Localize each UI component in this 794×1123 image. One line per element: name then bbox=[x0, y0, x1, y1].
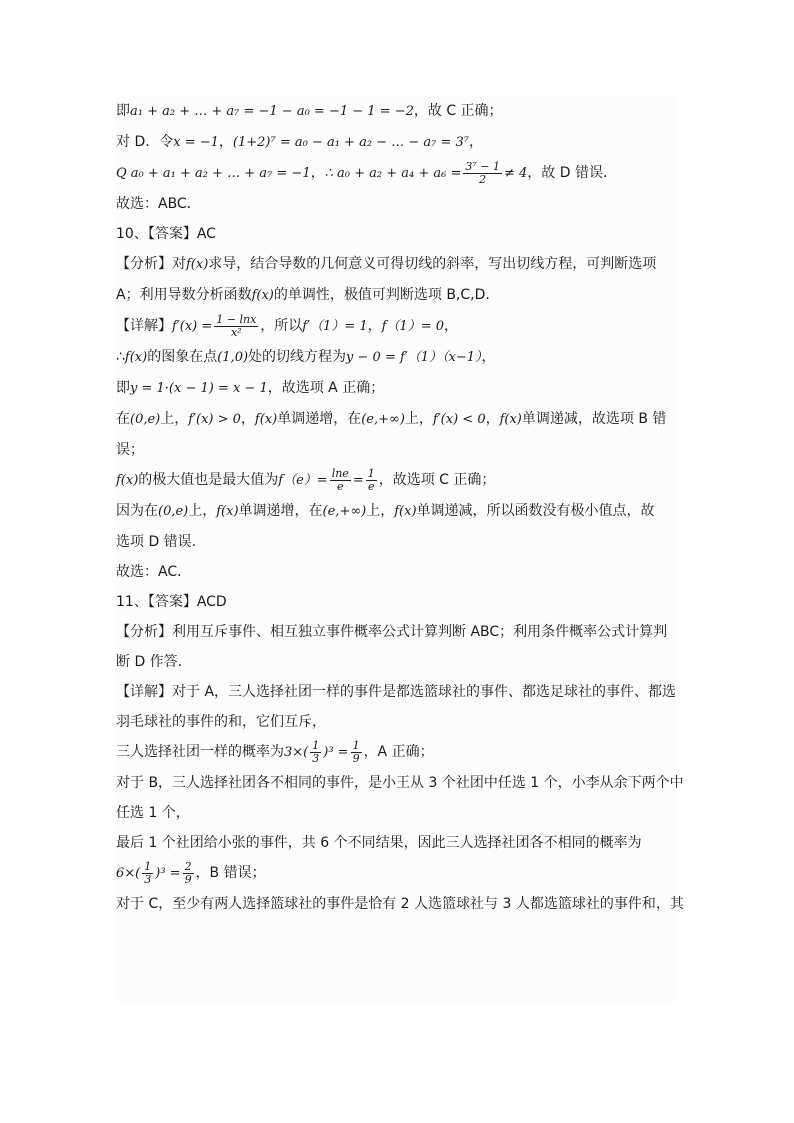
math-expression: f(x) bbox=[394, 504, 417, 519]
math-expression: f(x) bbox=[499, 412, 522, 427]
math-expression: f（e）= bbox=[278, 473, 328, 488]
math-expression: (0,e) bbox=[158, 504, 189, 519]
math-expression: f(x) bbox=[116, 473, 139, 488]
math-expression: f(x) bbox=[124, 350, 148, 365]
fraction bbox=[310, 740, 321, 765]
text: 单调递增，在 bbox=[238, 503, 323, 519]
detail-line: 【详解】对于 A，三人选择社团一样的事件是都选篮球社的事件、都选足球社的事件、都选 bbox=[116, 684, 677, 700]
math-expression: 3×( bbox=[284, 745, 309, 760]
math-expression: a₁ + a₂ + … + a₇ = −1 − a₀ = −1 − 1 = −2 bbox=[130, 104, 414, 119]
text: 上， bbox=[160, 411, 189, 427]
fraction bbox=[214, 314, 258, 339]
detail-line: 最后 1 个社团给小张的事件，共 6 个不同结果，因此三人选择社团各不相同的概率为 bbox=[116, 835, 642, 851]
fraction bbox=[463, 161, 502, 186]
text: A；利用导数分析函数 bbox=[116, 287, 252, 303]
text: 【详解】 bbox=[116, 318, 172, 334]
question-answer-heading: 11、【答案】ACD bbox=[116, 594, 227, 610]
math-expression: (e,+∞) bbox=[361, 412, 405, 427]
text: ， bbox=[218, 134, 233, 150]
fraction-numerator: 2 bbox=[184, 859, 192, 873]
analysis-line: 【分析】利用互斥事件、相互独立事件概率公式计算判断 ABC；利用条件概率公式计算判 bbox=[116, 624, 668, 640]
math-expression: (1+2)⁷ = a₀ − a₁ + a₂ − … − a₇ = 3⁷ bbox=[232, 135, 469, 150]
analysis-line bbox=[116, 280, 676, 311]
text: 的单调性，极值可判断选项 B,C,D． bbox=[273, 287, 500, 303]
text: 三人选择社团一样的概率为 bbox=[116, 744, 284, 760]
text: ， bbox=[468, 134, 483, 150]
detail-line bbox=[116, 311, 676, 342]
math-expression: (0,e) bbox=[130, 412, 161, 427]
detail-line bbox=[116, 858, 676, 889]
text: ，故 D 错误． bbox=[527, 165, 617, 181]
text: ， bbox=[485, 411, 500, 427]
fraction-numerator: lne bbox=[331, 466, 349, 480]
text: ， bbox=[310, 165, 325, 181]
text: 的极大值也是最大值为 bbox=[138, 472, 279, 488]
analysis-line bbox=[116, 249, 676, 280]
detail-line bbox=[116, 404, 676, 435]
detail-line bbox=[116, 496, 676, 527]
detail-line bbox=[116, 373, 676, 404]
math-expression: = bbox=[352, 473, 364, 488]
math-expression: (e,+∞) bbox=[322, 504, 367, 519]
detail-line: 羽毛球社的事件的和，它们互斥， bbox=[116, 714, 326, 730]
text: ， bbox=[367, 318, 382, 334]
text: 对 D．令 bbox=[116, 134, 174, 150]
detail-line bbox=[116, 342, 676, 373]
math-expression: f′(x) < 0 bbox=[432, 412, 486, 427]
detail-line: 选项 D 错误. bbox=[116, 534, 197, 550]
math-expression: f(x) bbox=[251, 288, 274, 303]
fraction bbox=[142, 861, 153, 886]
math-expression: f(x) bbox=[216, 504, 239, 519]
fraction-denominator: x² bbox=[230, 325, 242, 339]
answer-line: 故选：AC． bbox=[116, 564, 192, 580]
math-expression: ≠ 4 bbox=[503, 166, 528, 181]
fraction-denominator: 3 bbox=[312, 751, 320, 765]
text: ，B 错误； bbox=[195, 865, 266, 881]
fraction-numerator: 1 − lnx bbox=[216, 312, 257, 326]
detail-line bbox=[116, 465, 676, 496]
text: ，所以 bbox=[260, 318, 303, 334]
text: ，故 C 正确； bbox=[413, 103, 503, 119]
detail-line: 对于 C，至少有两人选择篮球社的事件是恰有 2 人选篮球社与 3 人都选篮球社的事件和，其 bbox=[116, 896, 684, 912]
text: 在 bbox=[116, 411, 130, 427]
text: 上， bbox=[366, 503, 395, 519]
math-expression: f(x) bbox=[254, 412, 278, 427]
text: 【分析】对 bbox=[116, 256, 186, 272]
fraction-numerator: 1 bbox=[367, 466, 375, 480]
text: 处的切线方程为 bbox=[248, 349, 347, 365]
text: 求导，结合导数的几何意义可得切线的斜率，写出切线方程，可判断选项 bbox=[208, 256, 657, 272]
detail-line: 误； bbox=[116, 442, 144, 458]
detail-line bbox=[116, 737, 676, 768]
math-expression: )³ = bbox=[323, 745, 349, 760]
math-expression: Q a₀ + a₁ + a₂ + … + a₇ = −1 bbox=[116, 166, 311, 181]
math-expression: 6×( bbox=[116, 866, 141, 881]
math-expression: f′(x) > 0 bbox=[188, 412, 241, 427]
fraction-denominator: 9 bbox=[352, 751, 360, 765]
math-expression: x = −1 bbox=[173, 135, 219, 150]
fraction-denominator: e bbox=[367, 479, 375, 493]
solution-line bbox=[116, 158, 676, 189]
text: ， bbox=[444, 318, 459, 334]
math-expression: f(x) bbox=[186, 257, 209, 272]
solution-line bbox=[116, 96, 676, 127]
fraction-numerator: 3⁷ − 1 bbox=[465, 159, 500, 173]
text: ，故选项 C 正确； bbox=[378, 472, 496, 488]
text: ， bbox=[481, 349, 496, 365]
math-expression: ∴ a₀ + a₂ + a₄ + a₆ = bbox=[324, 166, 462, 181]
fraction-denominator: 9 bbox=[184, 872, 192, 886]
detail-line: 对于 B，三人选择社团各不相同的事件，是小王从 3 个社团中任选 1 个，小李从余下两个中 bbox=[116, 775, 684, 791]
text: 上， bbox=[188, 503, 217, 519]
fraction-numerator: 1 bbox=[144, 859, 152, 873]
text: 因为在 bbox=[116, 503, 158, 519]
answer-line: 故选：ABC． bbox=[116, 196, 201, 212]
math-expression: y = 1·(x − 1) = x − 1 bbox=[130, 381, 268, 396]
text: ，故选项 A 正确； bbox=[267, 380, 385, 396]
fraction bbox=[351, 740, 362, 765]
fraction-numerator: 1 bbox=[352, 738, 360, 752]
text: ，A 正确； bbox=[363, 744, 434, 760]
document-body bbox=[116, 96, 684, 1002]
math-expression: f′（1）= 1 bbox=[302, 319, 368, 334]
fraction bbox=[330, 468, 351, 493]
math-expression: f（1）= 0 bbox=[381, 319, 445, 334]
fraction-numerator: 1 bbox=[312, 738, 320, 752]
question-answer-heading: 10、【答案】AC bbox=[116, 226, 216, 242]
text: 单调递减，故选项 B 错 bbox=[521, 411, 667, 427]
text: ∴ bbox=[116, 349, 125, 365]
text: 单调递减，所以函数没有极小值点，故 bbox=[416, 503, 655, 519]
fraction bbox=[366, 468, 377, 493]
detail-line: 任选 1 个， bbox=[116, 805, 190, 821]
text: 即 bbox=[116, 380, 130, 396]
text: 单调递增，在 bbox=[277, 411, 362, 427]
fraction bbox=[183, 861, 194, 886]
math-expression: )³ = bbox=[155, 866, 181, 881]
text: 上， bbox=[404, 411, 433, 427]
solution-line bbox=[116, 127, 676, 158]
analysis-line: 断 D 作答. bbox=[116, 654, 183, 670]
fraction-denominator: e bbox=[337, 479, 344, 493]
text: 即 bbox=[116, 103, 130, 119]
math-expression: f′(x) = bbox=[172, 319, 213, 334]
text: ， bbox=[240, 411, 255, 427]
text: 的图象在点 bbox=[147, 349, 218, 365]
math-expression: (1,0) bbox=[217, 350, 249, 365]
fraction-denominator: 2 bbox=[479, 172, 487, 186]
math-expression: y − 0 = f′（1）（x−1） bbox=[346, 350, 482, 365]
fraction-denominator: 3 bbox=[144, 872, 152, 886]
